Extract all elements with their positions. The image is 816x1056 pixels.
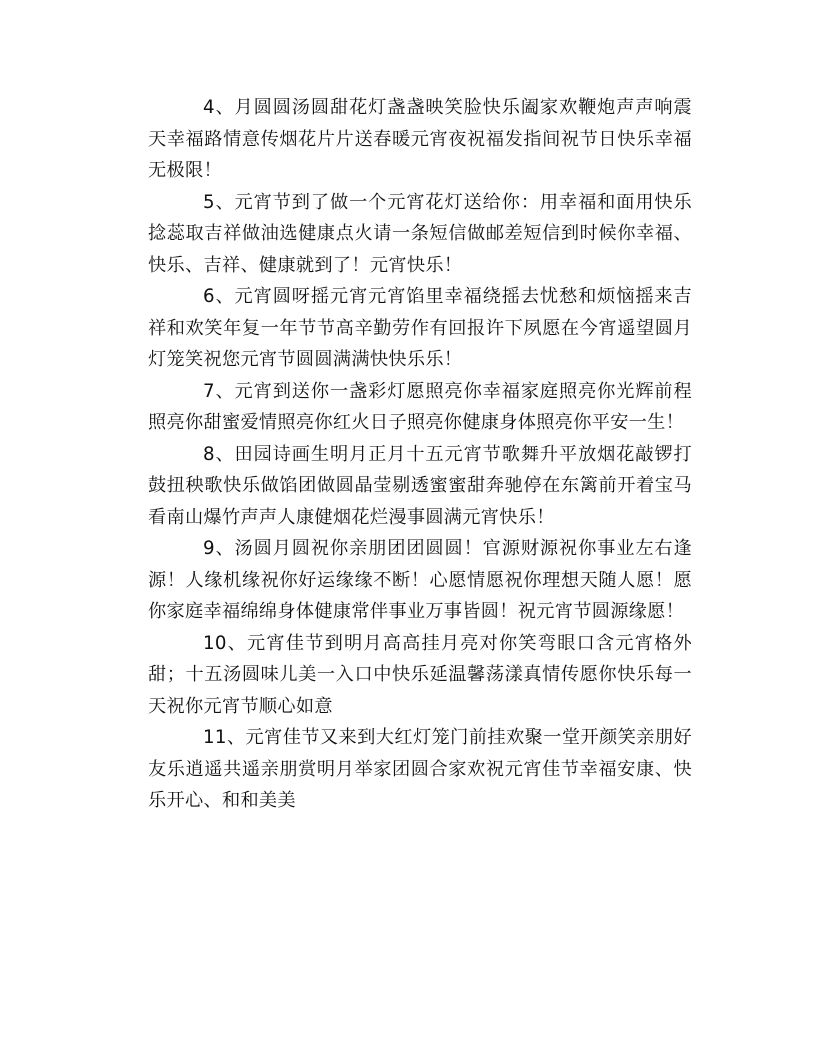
paragraph-6: 6、元宵圆呀摇元宵元宵馅里幸福绕摇去忧愁和烦恼摇来吉祥和欢笑年复一年节节高辛勤劳作有回报许下夙愿在今宵遥望圆月灯笼笑祝您元宵节圆圆满满快快乐乐！ [148,286,692,370]
paragraph-9: 9、汤圆月圆祝你亲朋团团圆圆！官源财源祝你事业左右逢源！人缘机缘祝你好运缘缘不断！心愿情愿祝你理想天随人愿！愿你家庭幸福绵绵身体健康常伴事业万事皆圆！祝元宵节圆源缘愿！ [148,538,692,622]
paragraph-7: 7、元宵到送你一盏彩灯愿照亮你幸福家庭照亮你光辉前程照亮你甜蜜爱情照亮你红火日子照亮你健康身体照亮你平安一生！ [148,380,692,433]
paragraph-5: 5、元宵节到了做一个元宵花灯送给你：用幸福和面用快乐捻蕊取吉祥做油选健康点火请一条短信做邮差短信到时候你幸福、快乐、吉祥、健康就到了！元宵快乐！ [148,191,692,276]
paragraph-4: 4、月圆圆汤圆甜花灯盏盏映笑脸快乐阖家欢鞭炮声声响震天幸福路情意传烟花片片送春暖元宵夜祝福发指间祝节日快乐幸福无极限！ [148,97,692,181]
paragraph-10: 10、元宵佳节到明月高高挂月亮对你笑弯眼口含元宵格外甜；十五汤圆味儿美一入口中快乐延温馨荡漾真情传愿你快乐每一天祝你元宵节顺心如意 [148,632,692,717]
paragraph-11: 11、元宵佳节又来到大红灯笼门前挂欢聚一堂开颜笑亲朋好友乐逍遥共遥亲朋赏明月举家团圆合家欢祝元宵佳节幸福安康、快乐开心、和和美美 [148,727,692,811]
paragraph-8: 8、田园诗画生明月正月十五元宵节歌舞升平放烟花敲锣打鼓扭秧歌快乐做馅团做圆晶莹剔透蜜蜜甜奔驰停在东篱前开着宝马看南山爆竹声声人康健烟花烂漫事圆满元宵快乐！ [148,443,692,528]
document-body [148,92,692,817]
